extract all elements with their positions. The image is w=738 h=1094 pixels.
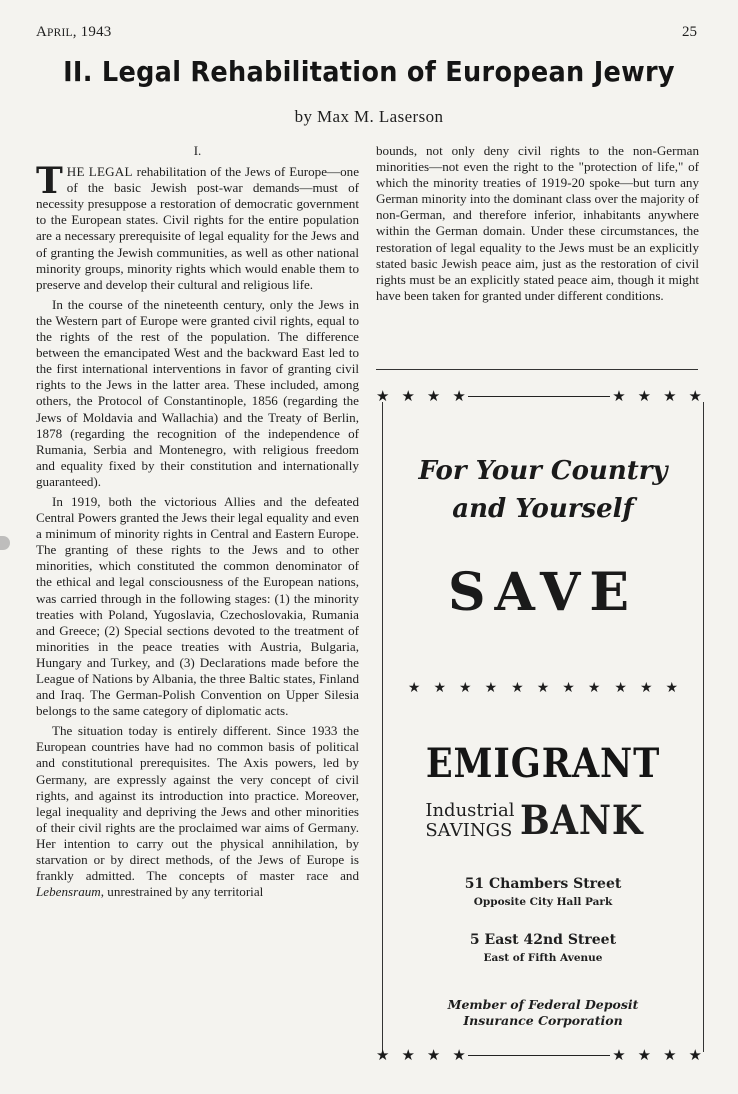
scan-margin-mark <box>0 536 10 550</box>
star-icon: ★ <box>401 1047 415 1064</box>
address-1-note: Opposite City Hall Park <box>473 896 613 908</box>
star-group-left <box>376 1046 466 1065</box>
star-icon: ★ <box>562 681 575 696</box>
star-icon: ★ <box>426 388 441 405</box>
star-icon: ★ <box>688 1047 702 1064</box>
star-icon: ★ <box>401 388 415 405</box>
border-line <box>468 396 610 397</box>
star-icon: ★ <box>612 388 626 405</box>
paragraph-3: In 1919, both the victorious Allies and the defeated Central Powers granted the Jews their legal equality and even a minimum of minority rights in Central and Eastern Europe. The granting of these rights to the Jews and to other minorities, which constituted the common denominator of the ethical and legal consciousness of the European nations, was carried through in the following stages: (1) the minority treaties with Poland, Yugoslavia, Czechoslovakia, Rumania and Greece; (2) Special sections devoted to the treatment of minorities in the peace treaties with Austria, Bulgaria, Hungary and Turkey, and (3) Declarations made before the League of Nations by Albania, the three Baltic states, Finland and Iraq. The German-Polish Convention on Upper Silesia belongs to the same category of diplomatic acts. <box>36 493 359 719</box>
star-icon: ★ <box>663 1047 677 1064</box>
star-icon: ★ <box>426 1047 441 1064</box>
issue-date-month: PRIL <box>47 27 73 39</box>
paragraph-4-text: The situation today is entirely different. Since 1933 the European countries have had no common basis of political and constitutional prerequisites. The Axis powers, led by Germany, are expressly against the very concept of civil rights, and against its introduction into practice. Moreover, legal inequality and depriving the Jews and other minorities of their civil rights are the proclaimed war aims of Germany. Her intention to carry out the physical annihilation, by starvation or by direct methods, of the Jews of Europe is frankly admitted. The concepts of master race and <box>36 723 359 884</box>
star-group-right <box>612 1046 702 1065</box>
address-2 <box>383 932 703 964</box>
article-byline: by Max M. Laserson <box>294 107 444 126</box>
star-group <box>408 680 497 697</box>
paragraph-4 <box>36 723 359 900</box>
fdic-notice <box>383 997 703 1029</box>
address-2-street: 5 East 42nd Street <box>469 932 617 948</box>
lead-caps: HE LEGAL <box>66 164 133 180</box>
fdic-line-2: Insurance Corporation <box>463 1013 623 1028</box>
ad-bottom-border <box>376 1046 702 1064</box>
paragraph-4-tail: , unrestrained by any territorial <box>100 884 264 900</box>
italic-term: Lebensraum <box>36 884 101 900</box>
star-icon: ★ <box>665 681 679 696</box>
issue-date-initial: A <box>36 24 48 40</box>
column-divider-rule <box>376 369 698 370</box>
address-1 <box>383 876 703 908</box>
border-line <box>468 1055 610 1056</box>
star-icon: ★ <box>433 681 447 696</box>
star-icon: ★ <box>688 388 702 405</box>
star-icon: ★ <box>637 1047 652 1064</box>
address-2-note: East of Fifth Avenue <box>483 952 603 964</box>
running-header <box>36 24 697 41</box>
page-number: 25 <box>682 24 697 40</box>
star-group <box>511 680 600 697</box>
paragraph-1 <box>36 160 360 293</box>
bank-name-bottom: BANK <box>520 797 644 844</box>
star-group <box>614 680 678 697</box>
article-title: II. Legal Rehabilitation of European Jewry <box>63 56 675 88</box>
ad-star-divider <box>383 680 703 697</box>
right-column <box>376 143 699 304</box>
bank-name-row <box>383 797 703 844</box>
ad-slogan-line-2: and Yourself <box>452 494 634 524</box>
star-icon: ★ <box>484 681 498 696</box>
star-icon: ★ <box>376 388 390 405</box>
ad-slogan-line-1: For Your Country <box>418 456 668 486</box>
bank-name-top: EMIGRANT <box>425 740 661 787</box>
star-icon: ★ <box>459 681 472 696</box>
bank-subtitle-line-1: Industrial <box>425 799 515 821</box>
drop-cap: T <box>36 160 63 203</box>
issue-date-year: , 1943 <box>72 24 112 40</box>
star-icon: ★ <box>452 388 466 405</box>
star-icon: ★ <box>639 681 653 696</box>
ad-slogan <box>383 452 703 528</box>
star-icon: ★ <box>614 681 627 696</box>
paragraph-2: In the course of the nineteenth century, only the Jews in the Western part of Europe were granted civil rights, equal to the rights of the rest of the population. The difference between the emancipated West and the backward East led to the first international interventions in favor of granting civil rights to the Jews in the latter area. These included, among others, the Protocol of Constantinople, 1856 (regarding the Jews of Moldavia and Wallachia) and the Treaty of Berlin, 1878 (regarding the recognition of the independence of Rumania, Serbia and Montenegro, with religious freedom and equality fixed by their constitution and internationally guaranteed). <box>36 296 359 489</box>
star-icon: ★ <box>663 388 677 405</box>
left-column <box>36 143 359 900</box>
star-icon: ★ <box>637 388 652 405</box>
issue-date <box>36 24 111 41</box>
star-icon: ★ <box>376 1047 390 1064</box>
paragraph-1-text: rehabilitation of the Jews of Europe—one of the basic Jewish post-war demands—must of necessity presuppose a restoration of democratic government to the European states. Civil rights for the entire population are a necessary prerequisite of legal equality for the Jews and of granting the Jewish communities, as well as other national minority groups, minority rights which would enable them to preserve and develop their cultural and religious life. <box>36 164 360 292</box>
fdic-line-1: Member of Federal Deposit <box>447 997 639 1012</box>
bank-subtitle <box>425 801 514 841</box>
star-icon: ★ <box>536 681 550 696</box>
ad-headline: SAVE <box>447 562 639 623</box>
star-icon: ★ <box>452 1047 466 1064</box>
section-numeral: I. <box>193 143 202 158</box>
bank-subtitle-line-2: SAVINGS <box>425 819 513 841</box>
advertisement-box <box>382 402 704 1052</box>
star-icon: ★ <box>407 681 421 696</box>
address-1-street: 51 Chambers Street <box>464 876 622 892</box>
star-icon: ★ <box>587 681 601 696</box>
star-icon: ★ <box>511 681 524 696</box>
star-icon: ★ <box>612 1047 626 1064</box>
paragraph-continuation: bounds, not only deny civil rights to the non-German minorities—not even the right to the "protection of life," of which the minority treaties of 1919-20 spoke—but turn any German minority into the dominant class over the majority of non-German, and therefore inferior, inhabitants anywhere within the German domain. Under these circumstances, the restoration of legal equality to the Jews must be an explicitly stated basic Jewish peace aim, just as the restoration of civil rights must be an explicitly stated peace aim, though it might have been taken for granted under different conditions. <box>376 143 699 303</box>
